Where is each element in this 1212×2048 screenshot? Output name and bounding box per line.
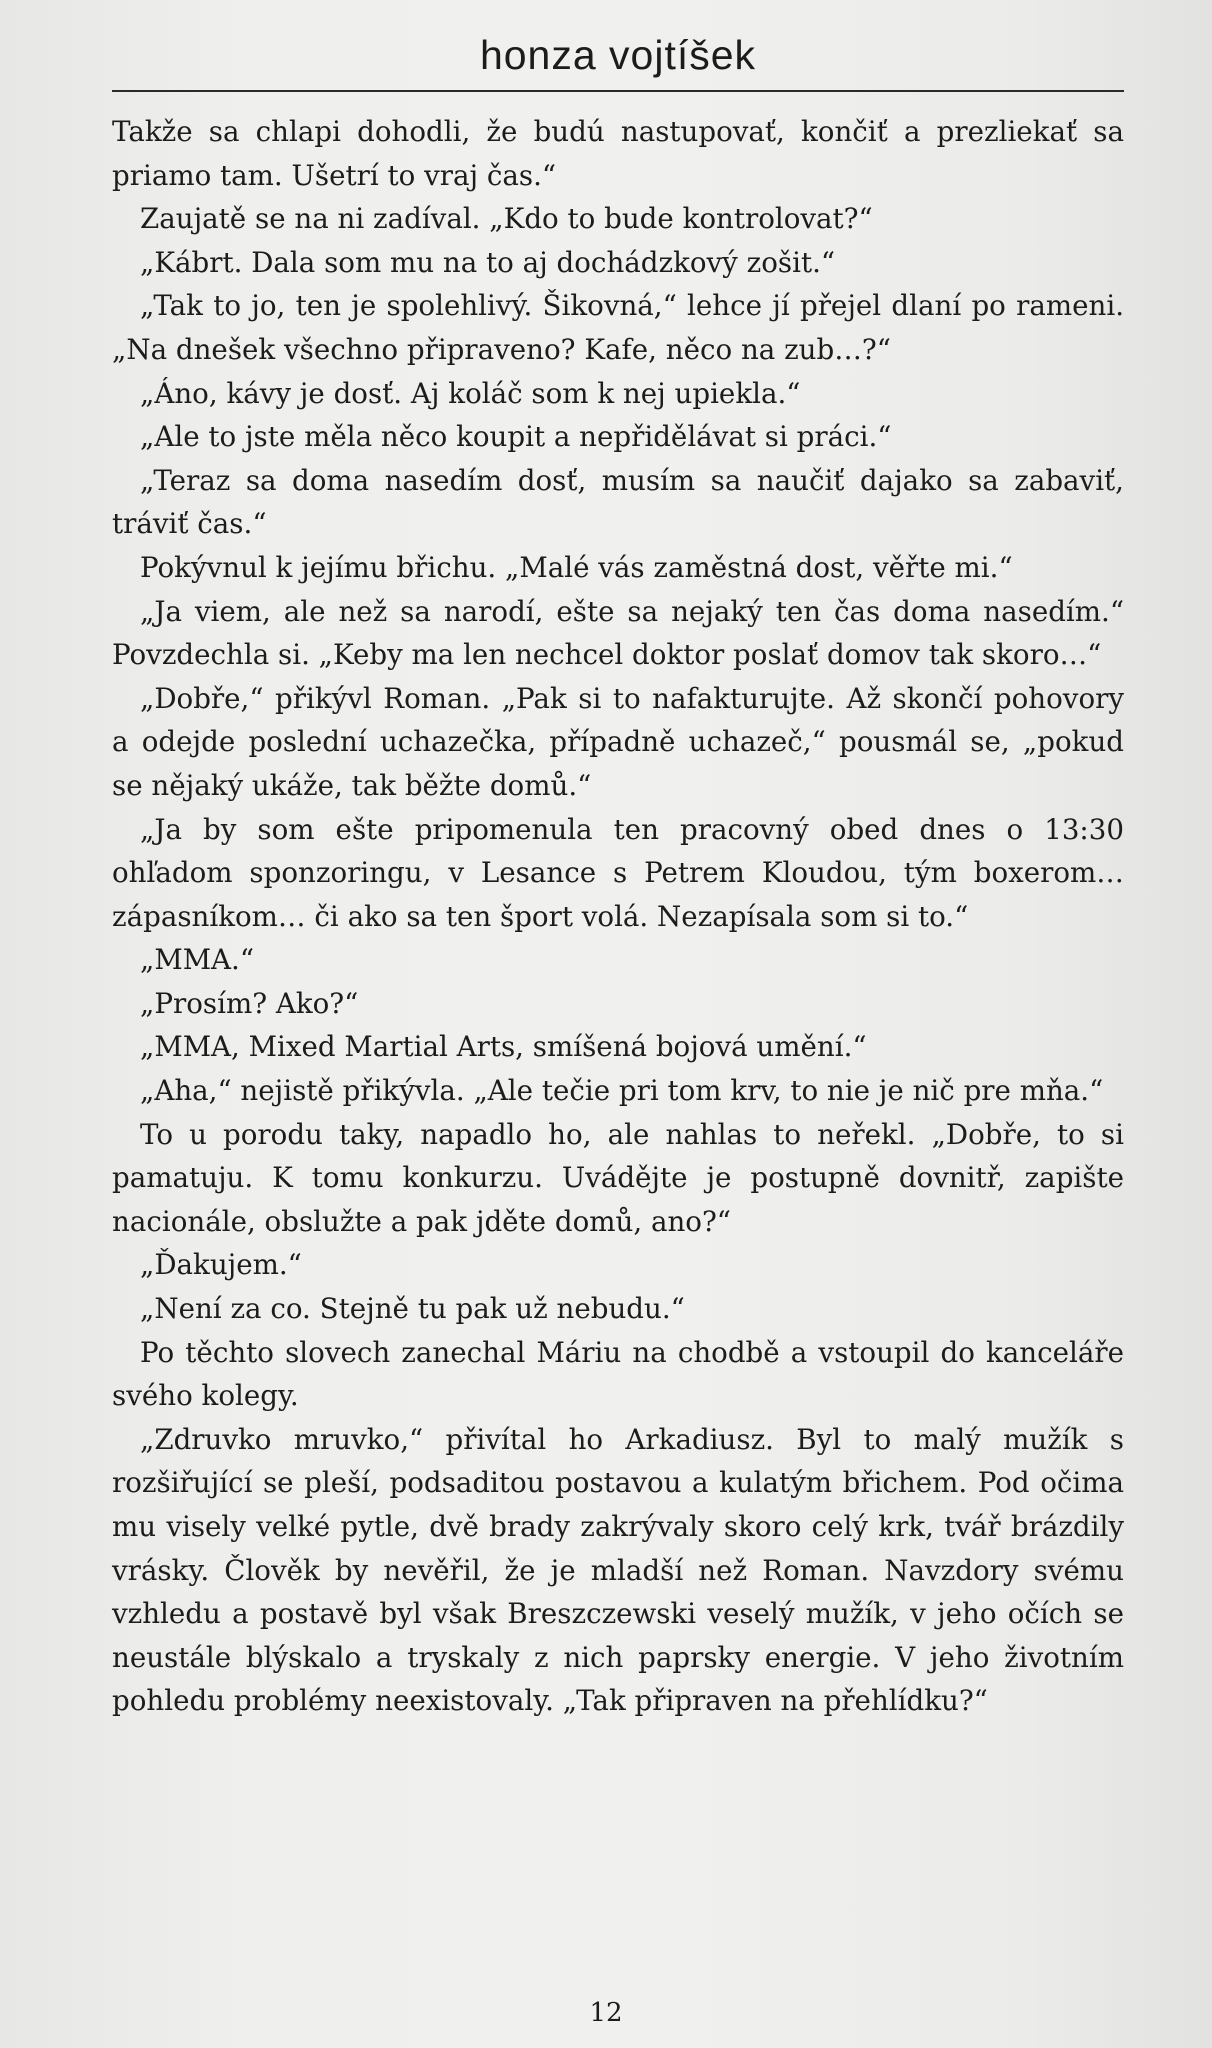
- paragraph: Zaujatě se na ni zadíval. „Kdo to bude kontrolovat?“: [140, 202, 873, 236]
- running-head: honza vojtíšek: [479, 32, 757, 78]
- paragraph: „Dobře,“ přikývl Roman. „Pak si to nafakturujte. Až skončí pohovory a odejde poslední uchazečka, případně uchazeč,“ pousmál se, „pokud se nějaký ukáže, tak běžte domů.“: [112, 681, 1124, 802]
- paragraph: „Ale to jste měla něco koupit a nepřidělávat si práci.“: [140, 420, 892, 454]
- paragraph: „Ďakujem.“: [140, 1248, 302, 1282]
- paragraph: Pokývnul k jejímu břichu. „Malé vás zaměstná dost, věřte mi.“: [140, 550, 1013, 584]
- paragraph: „MMA, Mixed Martial Arts, smíšená bojová umění.“: [140, 1030, 867, 1064]
- paragraph: „Kábrt. Dala som mu na to aj dochádzkový zošit.“: [140, 245, 836, 279]
- paragraph: „Aha,“ nejistě přikývla. „Ale tečie pri tom krv, to nie je nič pre mňa.“: [140, 1074, 1104, 1108]
- page-number: 12: [589, 1998, 623, 2028]
- paragraph: „Tak to jo, ten je spolehlivý. Šikovná,“ lehce jí přejel dlaní po rameni. „Na dnešek všechno připraveno? Kafe, něco na zub…?“: [112, 289, 1124, 366]
- paragraph: „Prosím? Ako?“: [140, 986, 359, 1020]
- paragraph: Po těchto slovech zanechal Máriu na chodbě a vstoupil do kanceláře svého kolegy.: [112, 1335, 1124, 1413]
- paragraph: To u porodu taky, napadlo ho, ale nahlas to neřekl. „Dobře, to si pamatuju. K tomu konkurzu. Uvádějte je postupně dovnitř, zapište nacionále, obslužte a pak jděte domů, ano?“: [112, 1117, 1124, 1238]
- paragraph: „Ja viem, ale než sa narodí, ešte sa nejaký ten čas doma nasedím.“ Povzdechla si. „Keby ma len nechcel doktor poslať domov tak skoro…“: [112, 594, 1124, 672]
- paragraph: „Áno, kávy je dosť. Aj koláč som k nej upiekla.“: [140, 376, 801, 410]
- paragraph: „Ja by som ešte pripomenula ten pracovný obed dnes o 13:30 ohľadom sponzoringu, v Lesance s Petrem Kloudou, tým boxerom… zápasníkom… či ako sa ten šport volá. Nezapísala som si to.“: [112, 812, 1124, 933]
- paragraph: Takže sa chlapi dohodli, že budú nastupovať, končiť a prezliekať sa priamo tam. Ušetrí to vraj čas.“: [112, 115, 1124, 192]
- body-text: [112, 110, 1124, 1723]
- paragraph: „Není za co. Stejně tu pak už nebudu.“: [140, 1292, 685, 1326]
- paragraph: „Zdruvko mruvko,“ přivítal ho Arkadiusz. Byl to malý mužík s rozšiřující se pleší, podsaditou postavou a kulatým břichem. Pod očima mu visely velké pytle, dvě brady zakrývaly skoro celý krk, tvář brázdily vrásky. Člověk by nevěřil, že je mladší než Roman. Navzdory svému vzhledu a postavě byl však Breszczewski veselý mužík, v jeho očích se neustále blýskalo a tryskaly z nich paprsky energie. V jeho životním pohledu problémy neexistovaly. „Tak připraven na přehlídku?“: [112, 1422, 1124, 1718]
- paragraph: „Teraz sa doma nasedím dosť, musím sa naučiť dajako sa zabaviť, tráviť čas.“: [112, 463, 1124, 541]
- header-rule: [112, 90, 1124, 92]
- paragraph: „MMA.“: [140, 943, 254, 977]
